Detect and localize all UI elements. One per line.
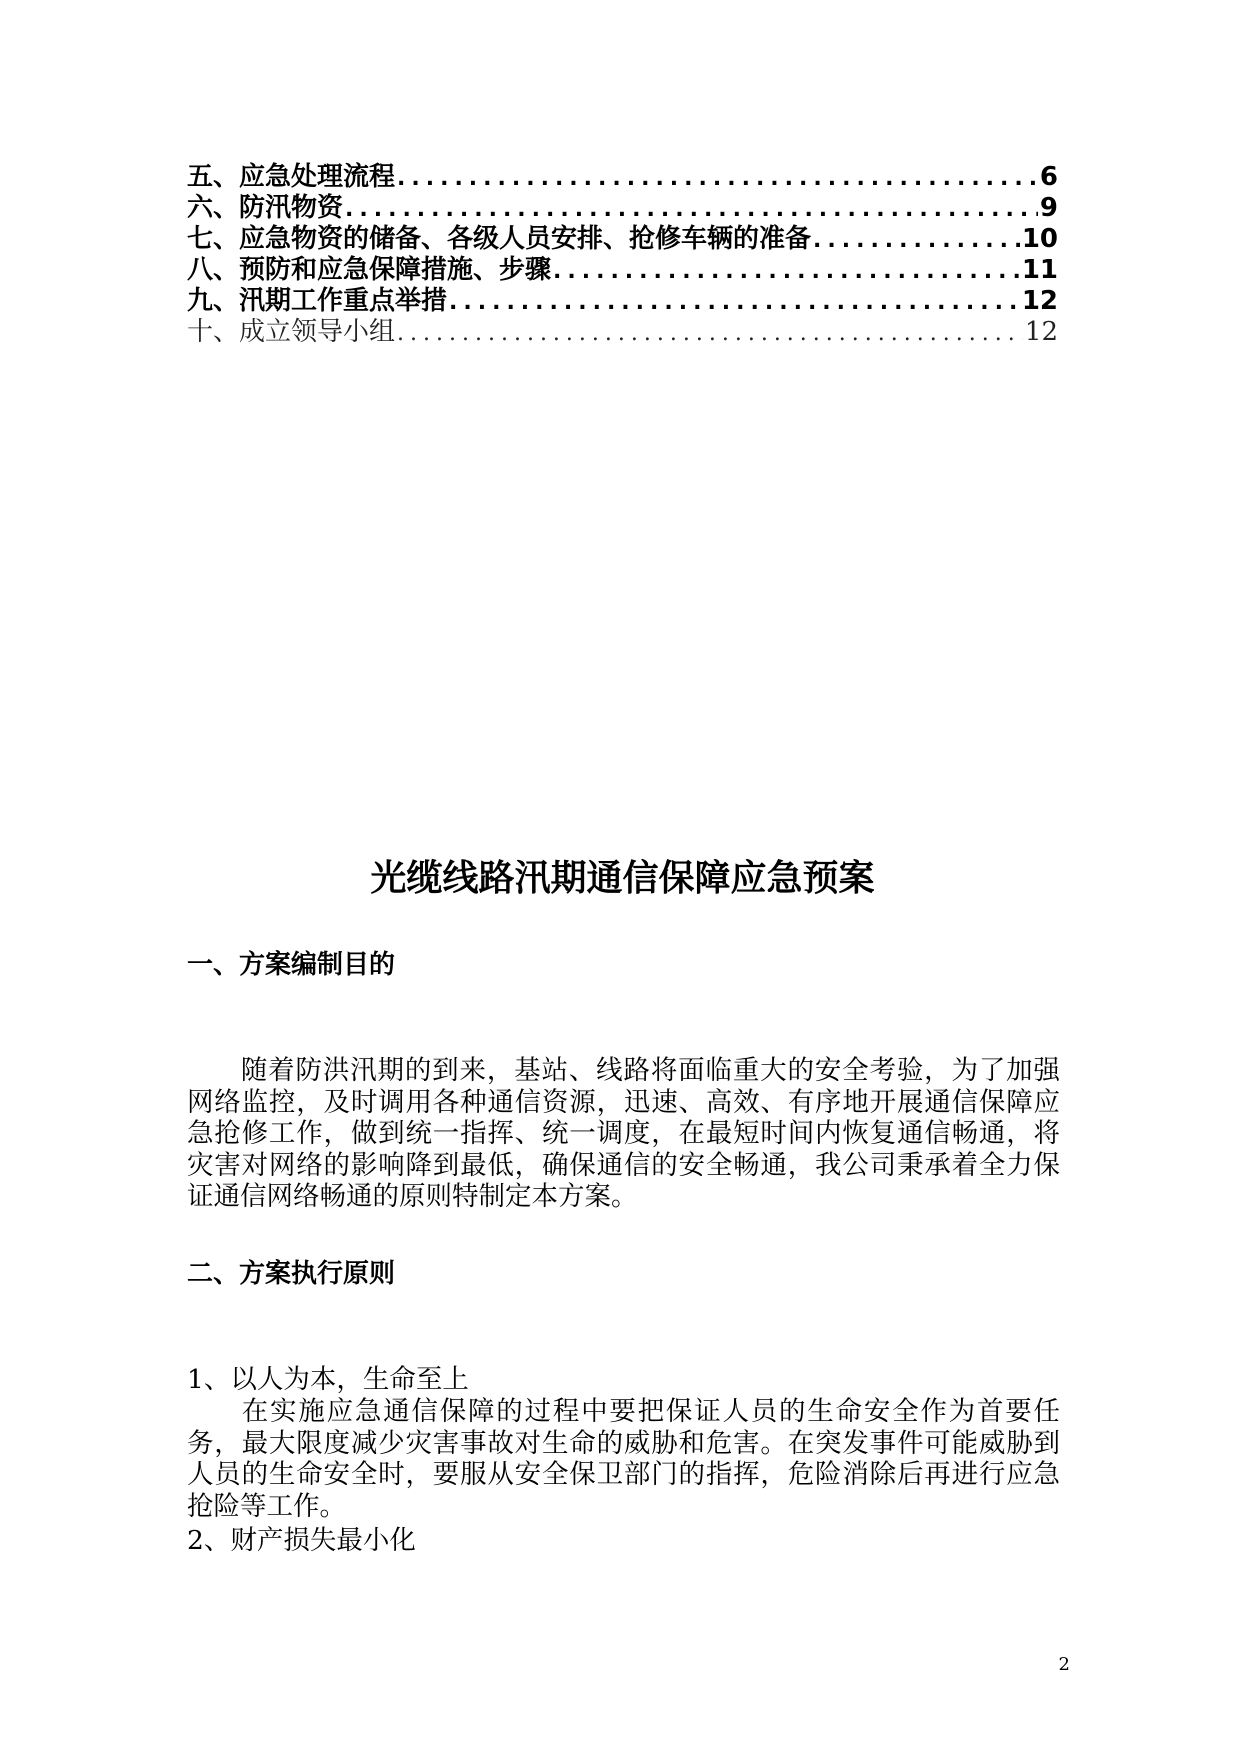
toc-entry-page: 10 (1021, 224, 1058, 254)
toc-entry-page: 12 (1021, 286, 1058, 316)
toc-entry-page: 9 (1039, 193, 1058, 223)
toc-entry-label: 九、汛期工作重点举措 (187, 286, 448, 316)
toc-entry[interactable] (187, 193, 1058, 224)
toc-leader-dots (813, 225, 1020, 256)
paragraph-text: 在实施应急通信保障的过程中要把保证人员的生命安全作为首要任务，最大限度减少灾害事故对生命的威胁和危害。在突发事件可能威胁到人员的生命安全时，要服从安全保卫部门的指挥，危险消除后再进行应急抢险等工作。 (187, 1396, 1060, 1522)
section-heading: 一、方案编制目的 (187, 950, 396, 980)
toc-entry-page: 12 (1024, 317, 1058, 347)
toc-entry-label: 五、应急处理流程 (187, 162, 396, 192)
toc-entry[interactable] (187, 224, 1058, 255)
section-paragraph (187, 1055, 1060, 1213)
toc-entry-label: 六、防汛物资 (187, 193, 344, 223)
toc-entry[interactable] (187, 317, 1058, 348)
toc-entry-label: 七、应急物资的储备、各级人员安排、抢修车辆的准备 (187, 224, 812, 254)
toc-entry[interactable] (187, 162, 1058, 193)
table-of-contents (187, 162, 1058, 348)
section-paragraph (187, 1396, 1060, 1522)
section-heading: 二、方案执行原则 (187, 1259, 396, 1289)
document-title: 光缆线路汛期通信保障应急预案 (370, 858, 875, 899)
paragraph-text: 随着防洪汛期的到来，基站、线路将面临重大的安全考验，为了加强网络监控，及时调用各种通信资源，迅速、高效、有序地开展通信保障应急抢修工作，做到统一指挥、统一调度，在最短时间内恢复通信畅通，将灾害对网络的影响降到最低，确保通信的安全畅通，我公司秉承着全力保证通信网络畅通的原则特制定本方案。 (187, 1055, 1060, 1212)
toc-entry[interactable] (187, 286, 1058, 317)
list-item-title: 1、以人为本，生命至上 (187, 1364, 469, 1395)
toc-entry-label: 八、预防和应急保障措施、步骤 (187, 255, 552, 285)
list-item-title: 2、财产损失最小化 (187, 1525, 416, 1556)
toc-leader-dots (397, 163, 1038, 194)
toc-entry[interactable] (187, 255, 1058, 286)
toc-leader-dots (345, 194, 1038, 225)
toc-leader-dots (553, 256, 1020, 287)
toc-leader-dots (397, 318, 1023, 349)
toc-entry-page: 11 (1021, 255, 1058, 285)
toc-entry-page: 6 (1039, 162, 1058, 192)
toc-leader-dots (449, 287, 1020, 318)
page-number: 2 (1058, 1654, 1070, 1675)
toc-entry-label: 十、成立领导小组 (187, 317, 396, 347)
